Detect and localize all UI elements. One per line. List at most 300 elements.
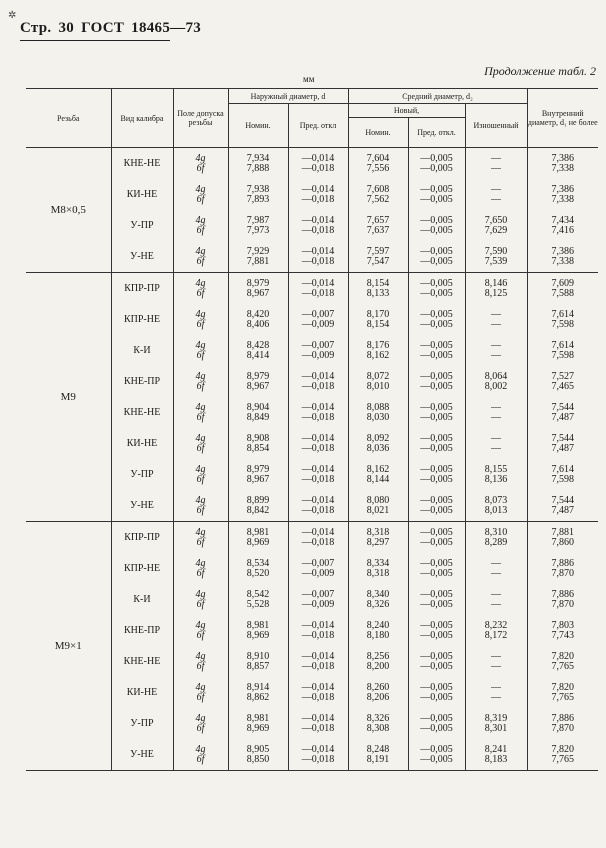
outer-nominal-cell: [228, 428, 288, 459]
pitch-nominal-top: 8,072: [366, 370, 390, 382]
tolerance-cell: [173, 366, 228, 397]
tolerance-bottom: 6f: [196, 255, 205, 267]
worn-bottom: —: [491, 567, 502, 579]
worn-top: 8,241: [484, 743, 508, 755]
outer-deviation-cell: [288, 366, 348, 397]
outer-nominal-cell: [228, 708, 288, 739]
outer-nominal-top: 8,542: [246, 588, 270, 600]
outer-nominal-top: 8,420: [246, 308, 270, 320]
page-header: [20, 20, 201, 37]
outer-nominal-top: 8,979: [246, 370, 270, 382]
gauge-type-cell: У-ПР: [111, 210, 173, 241]
outer-deviation-cell: [288, 397, 348, 428]
pitch-deviation-cell: [408, 241, 465, 273]
inner-diameter-cell: [527, 179, 598, 210]
gauge-type-cell: КНЕ-ПР: [111, 366, 173, 397]
outer-nominal-cell: [228, 366, 288, 397]
pitch-deviation-bottom: —0,005: [420, 691, 453, 703]
pitch-deviation-bottom: —0,005: [420, 224, 453, 236]
pitch-deviation-cell: [408, 148, 465, 180]
pitch-deviation-bottom: —0,005: [420, 162, 453, 174]
tolerance-top: 4g: [195, 277, 206, 289]
worn-cell: [465, 210, 527, 241]
worn-top: 8,155: [484, 463, 508, 475]
pitch-nominal-cell: [348, 739, 408, 771]
pitch-deviation-bottom: —0,005: [420, 473, 453, 485]
inner-diameter-bottom: 7,860: [551, 536, 575, 548]
pitch-nominal-top: 7,604: [366, 152, 390, 164]
pitch-nominal-cell: [348, 241, 408, 273]
outer-deviation-top: —0,014: [301, 245, 335, 257]
tolerance-top: 4g: [195, 650, 206, 662]
outer-nominal-bottom: 8,520: [246, 567, 270, 579]
outer-nominal-bottom: 7,893: [246, 193, 270, 205]
inner-diameter-bottom: 7,765: [551, 753, 575, 765]
outer-nominal-cell: [228, 522, 288, 554]
worn-cell: [465, 179, 527, 210]
tolerance-bottom: 6f: [196, 287, 205, 299]
inner-diameter-bottom: 7,338: [551, 193, 575, 205]
inner-diameter-top: 7,803: [551, 619, 575, 631]
pitch-deviation-top: —0,005: [420, 526, 453, 538]
pitch-nominal-cell: [348, 210, 408, 241]
tolerance-top: 4g: [195, 214, 206, 226]
pitch-nominal-top: 7,608: [366, 183, 390, 195]
inner-diameter-bottom: 7,598: [551, 318, 575, 330]
pitch-nominal-cell: [348, 148, 408, 180]
outer-deviation-cell: [288, 522, 348, 554]
worn-top: —: [491, 588, 502, 600]
inner-diameter-bottom: 7,487: [551, 442, 575, 454]
inner-diameter-cell: [527, 708, 598, 739]
pitch-deviation-bottom: —0,005: [420, 318, 453, 330]
tolerance-bottom: 6f: [196, 567, 205, 579]
outer-nominal-cell: [228, 397, 288, 428]
pitch-deviation-cell: [408, 366, 465, 397]
pitch-deviation-top: —0,005: [420, 245, 453, 257]
tolerance-bottom: 6f: [196, 473, 205, 485]
pitch-nominal-cell: [348, 553, 408, 584]
outer-deviation-bottom: —0,018: [301, 536, 335, 548]
col-outer-deviation: Пред. откл: [288, 104, 348, 148]
outer-deviation-top: —0,014: [301, 401, 335, 413]
pitch-deviation-bottom: —0,005: [420, 349, 453, 361]
tolerance-cell: [173, 584, 228, 615]
outer-deviation-bottom: —0,018: [301, 442, 335, 454]
outer-deviation-bottom: —0,018: [301, 753, 335, 765]
outer-nominal-top: 7,938: [246, 183, 270, 195]
outer-nominal-top: 8,979: [246, 277, 270, 289]
outer-deviation-bottom: —0,009: [301, 318, 335, 330]
tolerance-cell: [173, 397, 228, 428]
worn-top: —: [491, 401, 502, 413]
tolerance-top: 4g: [195, 183, 206, 195]
outer-deviation-cell: [288, 304, 348, 335]
gauge-type-cell: КИ-НЕ: [111, 428, 173, 459]
worn-top: 8,064: [484, 370, 508, 382]
worn-bottom: 8,183: [484, 753, 508, 765]
col-inner-diameter: Внутренний диаметр, d₁ не более: [527, 89, 598, 148]
worn-bottom: —: [491, 691, 502, 703]
inner-diameter-bottom: 7,765: [551, 691, 575, 703]
inner-diameter-top: 7,527: [551, 370, 575, 382]
worn-bottom: —: [491, 193, 502, 205]
inner-diameter-top: 7,886: [551, 557, 575, 569]
table-row: [26, 210, 598, 241]
table-row: [26, 304, 598, 335]
inner-diameter-top: 7,886: [551, 588, 575, 600]
gauge-type-cell: К-И: [111, 335, 173, 366]
pitch-deviation-cell: [408, 179, 465, 210]
tolerance-top: 4g: [195, 526, 206, 538]
pitch-nominal-cell: [348, 459, 408, 490]
pitch-deviation-bottom: —0,005: [420, 411, 453, 423]
outer-nominal-cell: [228, 553, 288, 584]
outer-nominal-cell: [228, 148, 288, 180]
pitch-deviation-top: —0,005: [420, 277, 453, 289]
inner-diameter-top: 7,820: [551, 650, 575, 662]
inner-diameter-bottom: 7,765: [551, 660, 575, 672]
outer-deviation-cell: [288, 428, 348, 459]
pitch-nominal-top: 8,080: [366, 494, 390, 506]
tolerance-cell: [173, 179, 228, 210]
worn-cell: [465, 490, 527, 522]
inner-diameter-bottom: 7,870: [551, 598, 575, 610]
page-number: 30: [58, 20, 75, 36]
inner-diameter-bottom: 7,870: [551, 722, 575, 734]
outer-nominal-bottom: 8,849: [246, 411, 270, 423]
outer-deviation-cell: [288, 615, 348, 646]
worn-bottom: —: [491, 442, 502, 454]
pitch-deviation-top: —0,005: [420, 214, 453, 226]
tolerance-top: 4g: [195, 588, 206, 600]
pitch-deviation-cell: [408, 677, 465, 708]
outer-nominal-cell: [228, 241, 288, 273]
pitch-nominal-top: 8,340: [366, 588, 390, 600]
pitch-deviation-bottom: —0,005: [420, 753, 453, 765]
table-row: [26, 646, 598, 677]
worn-cell: [465, 708, 527, 739]
pitch-nominal-top: 7,597: [366, 245, 390, 257]
worn-top: —: [491, 152, 502, 164]
inner-diameter-cell: [527, 584, 598, 615]
outer-deviation-bottom: —0,018: [301, 660, 335, 672]
col-thread: Резьба: [26, 89, 111, 148]
tolerance-bottom: 6f: [196, 411, 205, 423]
pitch-deviation-top: —0,005: [420, 650, 453, 662]
pitch-nominal-top: 8,088: [366, 401, 390, 413]
tolerance-bottom: 6f: [196, 224, 205, 236]
pitch-deviation-cell: [408, 490, 465, 522]
tolerance-bottom: 6f: [196, 660, 205, 672]
tolerance-cell: [173, 273, 228, 305]
pitch-deviation-top: —0,005: [420, 401, 453, 413]
col-pitch-deviation: Пред. откл.: [408, 118, 465, 148]
inner-diameter-cell: [527, 304, 598, 335]
pitch-deviation-cell: [408, 304, 465, 335]
inner-diameter-top: 7,881: [551, 526, 575, 538]
tolerance-top: 4g: [195, 557, 206, 569]
outer-deviation-bottom: —0,018: [301, 255, 335, 267]
tolerance-cell: [173, 490, 228, 522]
worn-top: —: [491, 681, 502, 693]
outer-nominal-top: 8,534: [246, 557, 270, 569]
table-row: [26, 397, 598, 428]
outer-deviation-bottom: —0,018: [301, 224, 335, 236]
col-outer-diameter: Наружный диаметр, d: [228, 89, 348, 104]
pitch-nominal-bottom: 8,030: [366, 411, 390, 423]
tolerance-top: 4g: [195, 494, 206, 506]
inner-diameter-top: 7,386: [551, 152, 575, 164]
pitch-nominal-top: 7,657: [366, 214, 390, 226]
outer-deviation-cell: [288, 553, 348, 584]
pitch-nominal-top: 8,092: [366, 432, 390, 444]
thread-designation: M9×1: [26, 522, 111, 771]
pitch-deviation-cell: [408, 335, 465, 366]
tolerance-bottom: 6f: [196, 349, 205, 361]
outer-nominal-top: 8,981: [246, 712, 270, 724]
worn-cell: [465, 615, 527, 646]
outer-deviation-bottom: —0,018: [301, 722, 335, 734]
continuation-label: Продолжение табл. 2: [484, 64, 596, 78]
tolerance-cell: [173, 522, 228, 554]
tolerance-bottom: 6f: [196, 536, 205, 548]
outer-deviation-top: —0,014: [301, 463, 335, 475]
inner-diameter-bottom: 7,487: [551, 411, 575, 423]
pitch-nominal-bottom: 8,154: [366, 318, 390, 330]
pitch-nominal-top: 8,256: [366, 650, 390, 662]
inner-diameter-cell: [527, 428, 598, 459]
pitch-deviation-cell: [408, 584, 465, 615]
pitch-deviation-bottom: —0,005: [420, 722, 453, 734]
table-row: [26, 739, 598, 771]
worn-bottom: 7,629: [484, 224, 508, 236]
pitch-nominal-bottom: 8,133: [366, 287, 390, 299]
pitch-deviation-top: —0,005: [420, 494, 453, 506]
outer-deviation-top: —0,014: [301, 370, 335, 382]
outer-nominal-bottom: 5,528: [246, 598, 270, 610]
outer-nominal-bottom: 8,854: [246, 442, 270, 454]
pitch-nominal-bottom: 7,637: [366, 224, 390, 236]
pitch-nominal-top: 8,318: [366, 526, 390, 538]
outer-deviation-bottom: —0,018: [301, 691, 335, 703]
outer-deviation-bottom: —0,018: [301, 504, 335, 516]
table-row: [26, 490, 598, 522]
tolerance-bottom: 6f: [196, 691, 205, 703]
worn-bottom: —: [491, 598, 502, 610]
pitch-deviation-top: —0,005: [420, 308, 453, 320]
worn-bottom: 8,136: [484, 473, 508, 485]
gauge-type-cell: У-ПР: [111, 459, 173, 490]
pitch-nominal-cell: [348, 335, 408, 366]
worn-top: 8,073: [484, 494, 508, 506]
outer-deviation-top: —0,014: [301, 277, 335, 289]
table-header: [26, 89, 598, 148]
inner-diameter-cell: [527, 459, 598, 490]
outer-nominal-cell: [228, 459, 288, 490]
outer-deviation-bottom: —0,018: [301, 629, 335, 641]
inner-diameter-top: 7,386: [551, 245, 575, 257]
outer-nominal-bottom: 7,973: [246, 224, 270, 236]
inner-diameter-bottom: 7,465: [551, 380, 575, 392]
pitch-nominal-bottom: 8,200: [366, 660, 390, 672]
tolerance-cell: [173, 553, 228, 584]
inner-diameter-top: 7,886: [551, 712, 575, 724]
header-rule: [20, 40, 170, 41]
pitch-nominal-cell: [348, 708, 408, 739]
gauge-type-cell: КНЕ-НЕ: [111, 397, 173, 428]
pitch-deviation-top: —0,005: [420, 152, 453, 164]
outer-nominal-top: 7,987: [246, 214, 270, 226]
pitch-nominal-top: 8,334: [366, 557, 390, 569]
table-row: [26, 615, 598, 646]
pitch-nominal-bottom: 8,191: [366, 753, 390, 765]
tolerance-cell: [173, 241, 228, 273]
outer-nominal-bottom: 8,967: [246, 473, 270, 485]
table-row: [26, 584, 598, 615]
pitch-nominal-bottom: 7,556: [366, 162, 390, 174]
worn-bottom: 8,002: [484, 380, 508, 392]
pitch-deviation-bottom: —0,005: [420, 442, 453, 454]
outer-nominal-cell: [228, 646, 288, 677]
outer-nominal-bottom: 7,888: [246, 162, 270, 174]
tolerance-cell: [173, 304, 228, 335]
pitch-deviation-top: —0,005: [420, 681, 453, 693]
pitch-deviation-top: —0,005: [420, 712, 453, 724]
worn-cell: [465, 646, 527, 677]
pitch-deviation-bottom: —0,005: [420, 193, 453, 205]
outer-nominal-bottom: 8,414: [246, 349, 270, 361]
outer-nominal-top: 8,428: [246, 339, 270, 351]
outer-deviation-top: —0,014: [301, 183, 335, 195]
gauge-type-cell: КНЕ-НЕ: [111, 148, 173, 180]
inner-diameter-cell: [527, 490, 598, 522]
pitch-nominal-top: 8,326: [366, 712, 390, 724]
pitch-deviation-top: —0,005: [420, 183, 453, 195]
table-row: [26, 459, 598, 490]
outer-deviation-top: —0,014: [301, 650, 335, 662]
inner-diameter-top: 7,544: [551, 494, 575, 506]
inner-diameter-top: 7,614: [551, 339, 575, 351]
tolerance-top: 4g: [195, 370, 206, 382]
outer-deviation-cell: [288, 335, 348, 366]
pitch-deviation-bottom: —0,005: [420, 536, 453, 548]
outer-deviation-top: —0,014: [301, 526, 335, 538]
pitch-deviation-top: —0,005: [420, 588, 453, 600]
tolerance-top: 4g: [195, 743, 206, 755]
tolerance-cell: [173, 677, 228, 708]
worn-cell: [465, 459, 527, 490]
inner-diameter-cell: [527, 148, 598, 180]
pitch-nominal-cell: [348, 304, 408, 335]
gauge-dimensions-table: [26, 88, 598, 771]
table-row: [26, 335, 598, 366]
outer-nominal-top: 8,904: [246, 401, 270, 413]
outer-nominal-bottom: 8,969: [246, 722, 270, 734]
worn-bottom: 8,172: [484, 629, 508, 641]
gauge-type-cell: КПР-НЕ: [111, 553, 173, 584]
pitch-deviation-cell: [408, 553, 465, 584]
gauge-type-cell: У-ПР: [111, 708, 173, 739]
tolerance-top: 4g: [195, 152, 206, 164]
tolerance-top: 4g: [195, 681, 206, 693]
pitch-nominal-cell: [348, 273, 408, 305]
worn-cell: [465, 677, 527, 708]
pitch-deviation-top: —0,005: [420, 743, 453, 755]
outer-deviation-cell: [288, 646, 348, 677]
table-row: [26, 366, 598, 397]
outer-nominal-bottom: 8,967: [246, 287, 270, 299]
worn-top: —: [491, 650, 502, 662]
pitch-nominal-cell: [348, 615, 408, 646]
worn-bottom: —: [491, 349, 502, 361]
standard-number: 18465—73: [131, 20, 202, 36]
tolerance-cell: [173, 646, 228, 677]
pitch-nominal-top: 8,154: [366, 277, 390, 289]
pitch-nominal-bottom: 7,547: [366, 255, 390, 267]
pitch-deviation-top: —0,005: [420, 370, 453, 382]
worn-cell: [465, 304, 527, 335]
pitch-deviation-cell: [408, 428, 465, 459]
gauge-type-cell: У-НЕ: [111, 490, 173, 522]
outer-nominal-top: 7,934: [246, 152, 270, 164]
outer-deviation-top: —0,007: [301, 557, 335, 569]
outer-nominal-cell: [228, 335, 288, 366]
tolerance-top: 4g: [195, 619, 206, 631]
pitch-deviation-cell: [408, 210, 465, 241]
outer-deviation-cell: [288, 490, 348, 522]
pitch-deviation-bottom: —0,005: [420, 504, 453, 516]
tolerance-bottom: 6f: [196, 193, 205, 205]
pitch-deviation-cell: [408, 273, 465, 305]
pitch-nominal-cell: [348, 397, 408, 428]
tolerance-bottom: 6f: [196, 629, 205, 641]
pitch-nominal-bottom: 8,162: [366, 349, 390, 361]
worn-cell: [465, 397, 527, 428]
pitch-nominal-top: 8,170: [366, 308, 390, 320]
worn-cell: [465, 553, 527, 584]
worn-cell: [465, 148, 527, 180]
outer-nominal-cell: [228, 615, 288, 646]
pitch-deviation-bottom: —0,005: [420, 598, 453, 610]
inner-diameter-cell: [527, 366, 598, 397]
outer-deviation-bottom: —0,018: [301, 473, 335, 485]
tolerance-bottom: 6f: [196, 753, 205, 765]
worn-bottom: 8,301: [484, 722, 508, 734]
inner-diameter-bottom: 7,588: [551, 287, 575, 299]
outer-nominal-cell: [228, 304, 288, 335]
worn-bottom: 8,289: [484, 536, 508, 548]
worn-bottom: —: [491, 318, 502, 330]
tolerance-top: 4g: [195, 432, 206, 444]
outer-deviation-bottom: —0,018: [301, 193, 335, 205]
outer-deviation-top: —0,014: [301, 494, 335, 506]
pitch-deviation-cell: [408, 646, 465, 677]
thread-designation: M8×0,5: [26, 148, 111, 273]
gauge-type-cell: У-НЕ: [111, 739, 173, 771]
pitch-nominal-bottom: 7,562: [366, 193, 390, 205]
inner-diameter-cell: [527, 210, 598, 241]
tolerance-bottom: 6f: [196, 442, 205, 454]
worn-top: 7,590: [484, 245, 508, 257]
tolerance-top: 4g: [195, 308, 206, 320]
inner-diameter-cell: [527, 273, 598, 305]
outer-deviation-cell: [288, 708, 348, 739]
inner-diameter-cell: [527, 615, 598, 646]
outer-deviation-bottom: —0,018: [301, 411, 335, 423]
worn-top: —: [491, 557, 502, 569]
outer-nominal-top: 8,908: [246, 432, 270, 444]
